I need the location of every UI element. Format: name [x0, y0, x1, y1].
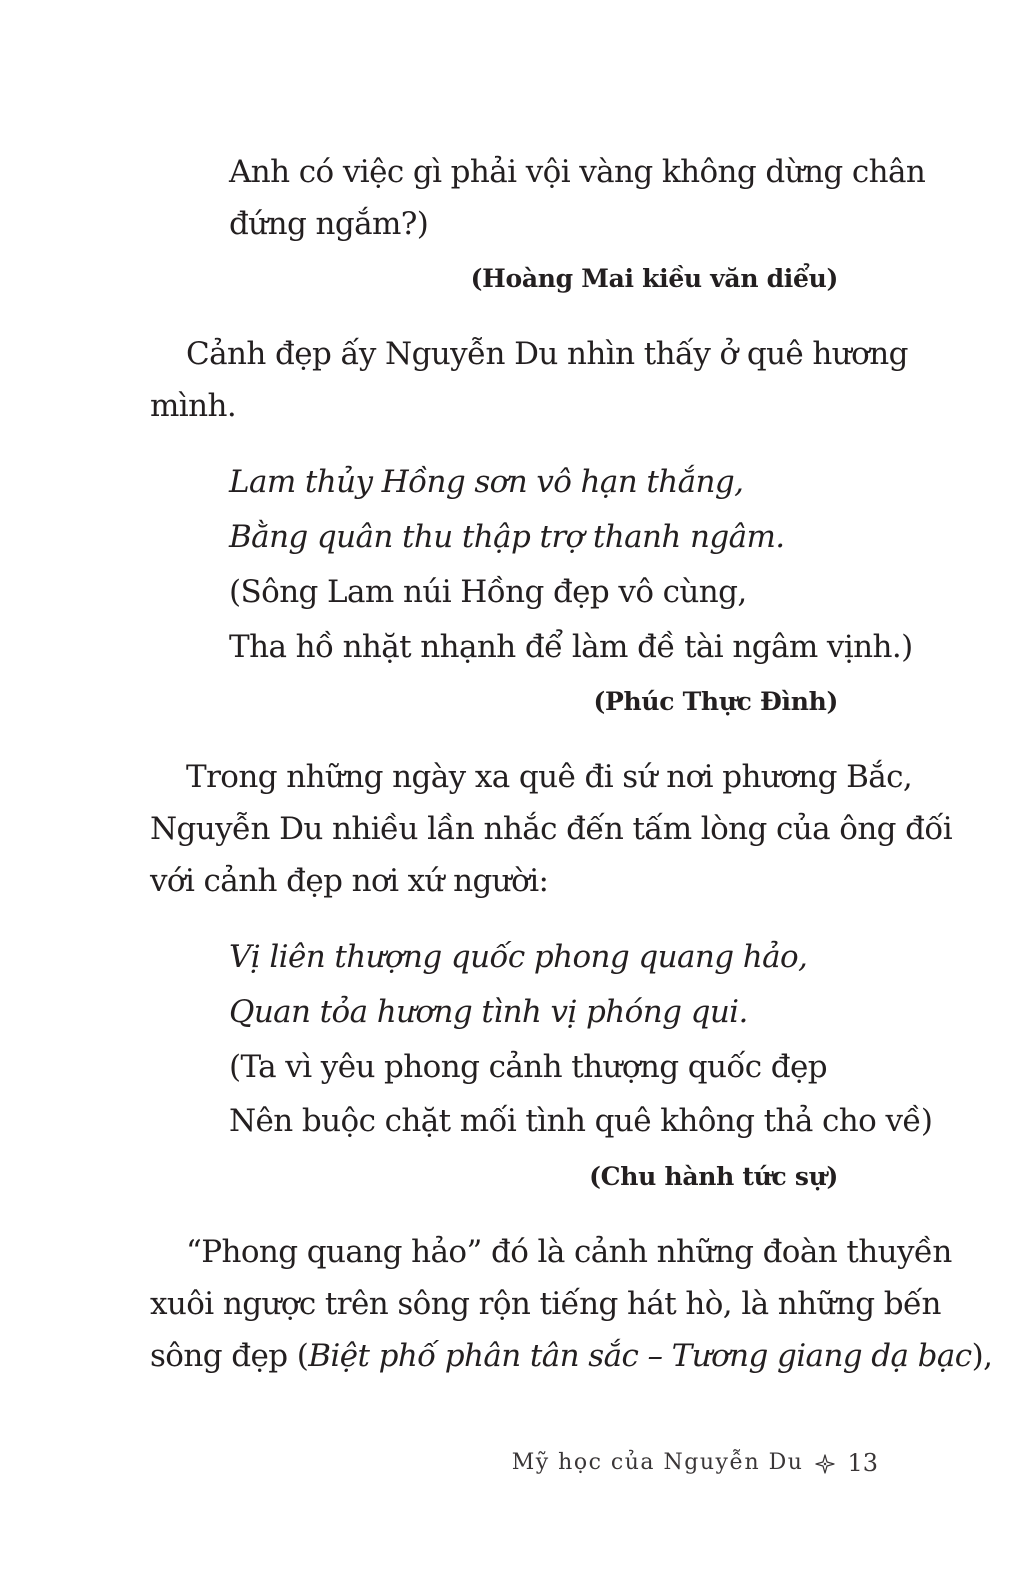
paragraph-1-line-2: mình. [150, 388, 237, 424]
paragraph-3-line-3-end: ), [971, 1338, 993, 1374]
verse-2-line-4: Tha hồ nhặt nhạnh để làm đề tài ngâm vịnh.) [229, 629, 913, 665]
page-footer [512, 1448, 878, 1478]
verse-2-source: (Phúc Thực Đình) [593, 687, 838, 716]
paragraph-3-line-3-start: sông đẹp ( [150, 1338, 309, 1374]
paragraph-2-line-3: với cảnh đẹp nơi xứ người: [150, 863, 549, 899]
paragraph-3-line-1: “Phong quang hảo” đó là cảnh những đoàn thuyền [186, 1234, 952, 1270]
verse-3-line-2: Quan tỏa hương tình vị phóng qui. [229, 994, 748, 1030]
verse-3-line-1: Vị liên thượng quốc phong quang hảo, [229, 939, 808, 975]
paragraph-3-line-3-italic: Biệt phố phân tân sắc – Tương giang dạ bạc [308, 1338, 972, 1374]
verse-2-line-3: (Sông Lam núi Hồng đẹp vô cùng, [229, 574, 747, 610]
paragraph-2-line-1: Trong những ngày xa quê đi sứ nơi phương Bắc, [186, 759, 913, 795]
verse-2-line-2: Bằng quân thu thập trợ thanh ngâm. [229, 519, 785, 555]
verse-3-line-3: (Ta vì yêu phong cảnh thượng quốc đẹp [229, 1049, 827, 1085]
paragraph-3-line-3 [150, 1336, 992, 1376]
verse-1-source: (Hoàng Mai kiều văn diểu) [470, 264, 838, 293]
paragraph-2-line-2: Nguyễn Du nhiều lần nhắc đến tấm lòng của ông đối [150, 811, 953, 847]
paragraph-3-line-2: xuôi ngược trên sông rộn tiếng hát hò, là những bến [150, 1286, 941, 1322]
page-number: 13 [847, 1449, 878, 1477]
verse-3-source: (Chu hành tức sự) [589, 1162, 838, 1191]
verse-3-line-4: Nên buộc chặt mối tình quê không thả cho về) [229, 1103, 933, 1139]
four-point-star-icon [815, 1453, 835, 1473]
running-title: Mỹ học của Nguyễn Du [511, 1450, 804, 1475]
verse-2-line-1: Lam thủy Hồng sơn vô hạn thắng, [229, 464, 744, 500]
paragraph-1-line-1: Cảnh đẹp ấy Nguyễn Du nhìn thấy ở quê hương [186, 336, 908, 372]
verse-1-line-2: đứng ngắm?) [229, 206, 429, 242]
verse-1-line-1: Anh có việc gì phải vội vàng không dừng chân [229, 154, 926, 190]
